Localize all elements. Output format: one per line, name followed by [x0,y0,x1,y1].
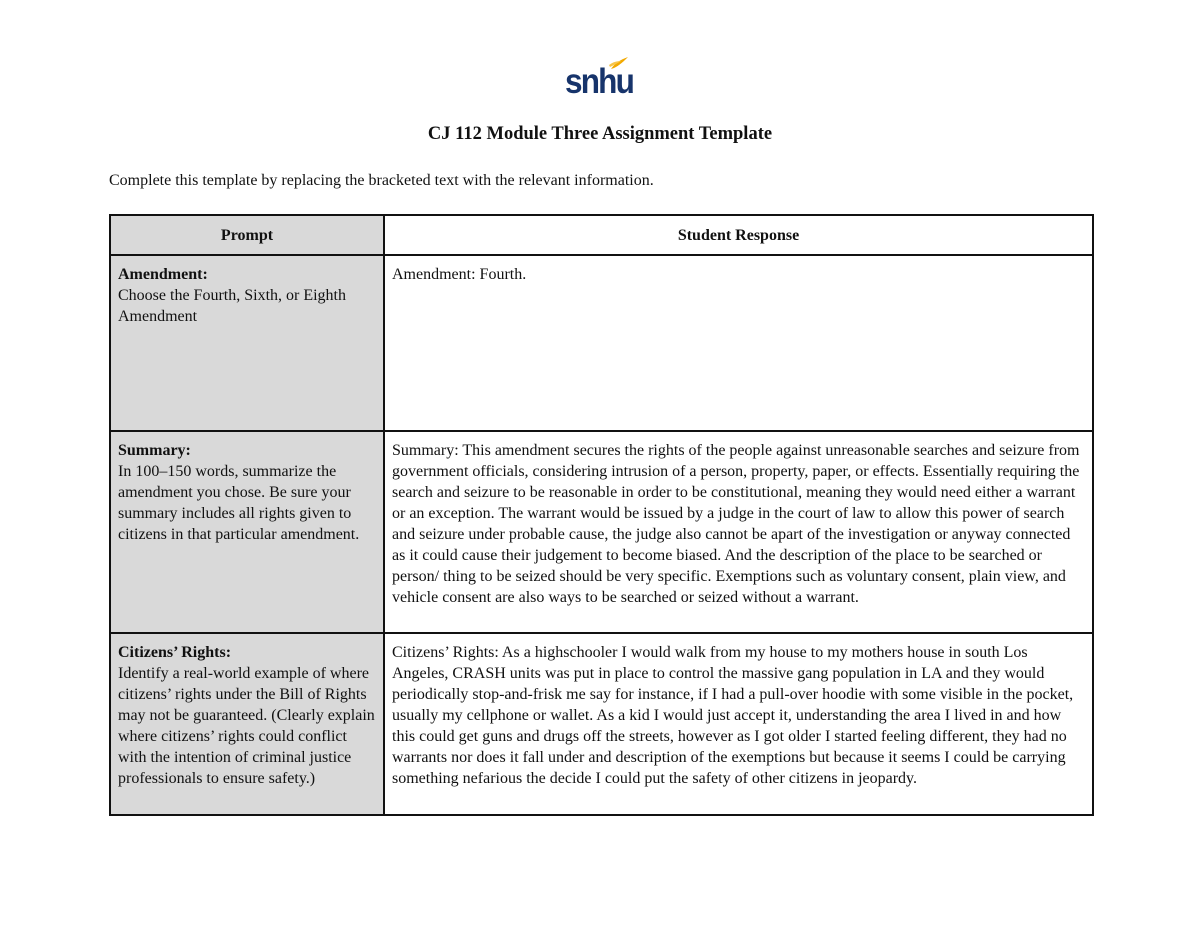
snhu-logo [565,56,635,104]
page-title: CJ 112 Module Three Assignment Template [427,124,773,144]
prompt-cell [110,431,384,633]
prompt-text: In 100–150 words, summarize the amendment you chose. Be sure your summary includes all rights given to citizens in that particular amendment. [118,463,360,543]
response-cell: Amendment: Fourth. [384,255,1093,431]
table-header-row [110,215,1093,255]
response-column-header: Student Response [384,215,1093,255]
response-cell: Citizens’ Rights: As a highschooler I would walk from my house to my mothers house in south Los Angeles, CRASH units was put in place to control the massive gang population in LA and they would periodically stop-and-frisk me say for instance, if I had a pull-over hoodie with some visible in the pocket, usually my cellphone or wallet. As a kid I would just accept it, understanding the area I lived in and how this could get guns and drugs off the streets, however as I got older I started feeling different, they had no warrants nor does it fall under and description of the exemptions but because it seems I could be carrying something nefarious the decide I could put the safety of other citizens in jeopardy. [384,633,1093,815]
prompt-column-header: Prompt [110,215,384,255]
prompt-cell [110,633,384,815]
response-cell: Summary: This amendment secures the rights of the people against unreasonable searches and seizure from government officials, considering intrusion of a person, property, paper, or effects. Essentially requiring the search and seizure to be reasonable in order to be constitutional, meaning they would need either a warrant or an exception. The warrant would be issued by a judge in the court of law to allow this power of search and seizure under probable cause, the judge also cannot be apart of the investigation or anyway connected as it could cause their judgement to become biased. And the description of the place to be searched or person/ thing to be seized should be very specific. Exemptions such as voluntary consent, plain view, and vehicle consent are also ways to be searched or seized without a warrant. [384,431,1093,633]
prompt-cell [110,255,384,431]
prompt-title: Summary: [118,442,191,459]
table-row [110,255,1093,431]
logo-text: snhu [565,62,634,101]
prompt-title: Citizens’ Rights: [118,644,232,661]
table-row [110,431,1093,633]
table-row [110,633,1093,815]
template-table [109,214,1094,816]
prompt-title: Amendment: [118,266,208,283]
prompt-text: Choose the Fourth, Sixth, or Eighth Amendment [118,287,346,325]
intro-text: Complete this template by replacing the bracketed text with the relevant information. [109,172,654,189]
prompt-text: Identify a real-world example of where citizens’ rights under the Bill of Rights may not be guaranteed. (Clearly explain where citizens’ rights could conflict with the intention of criminal justice professionals to ensure safety.) [118,665,375,787]
